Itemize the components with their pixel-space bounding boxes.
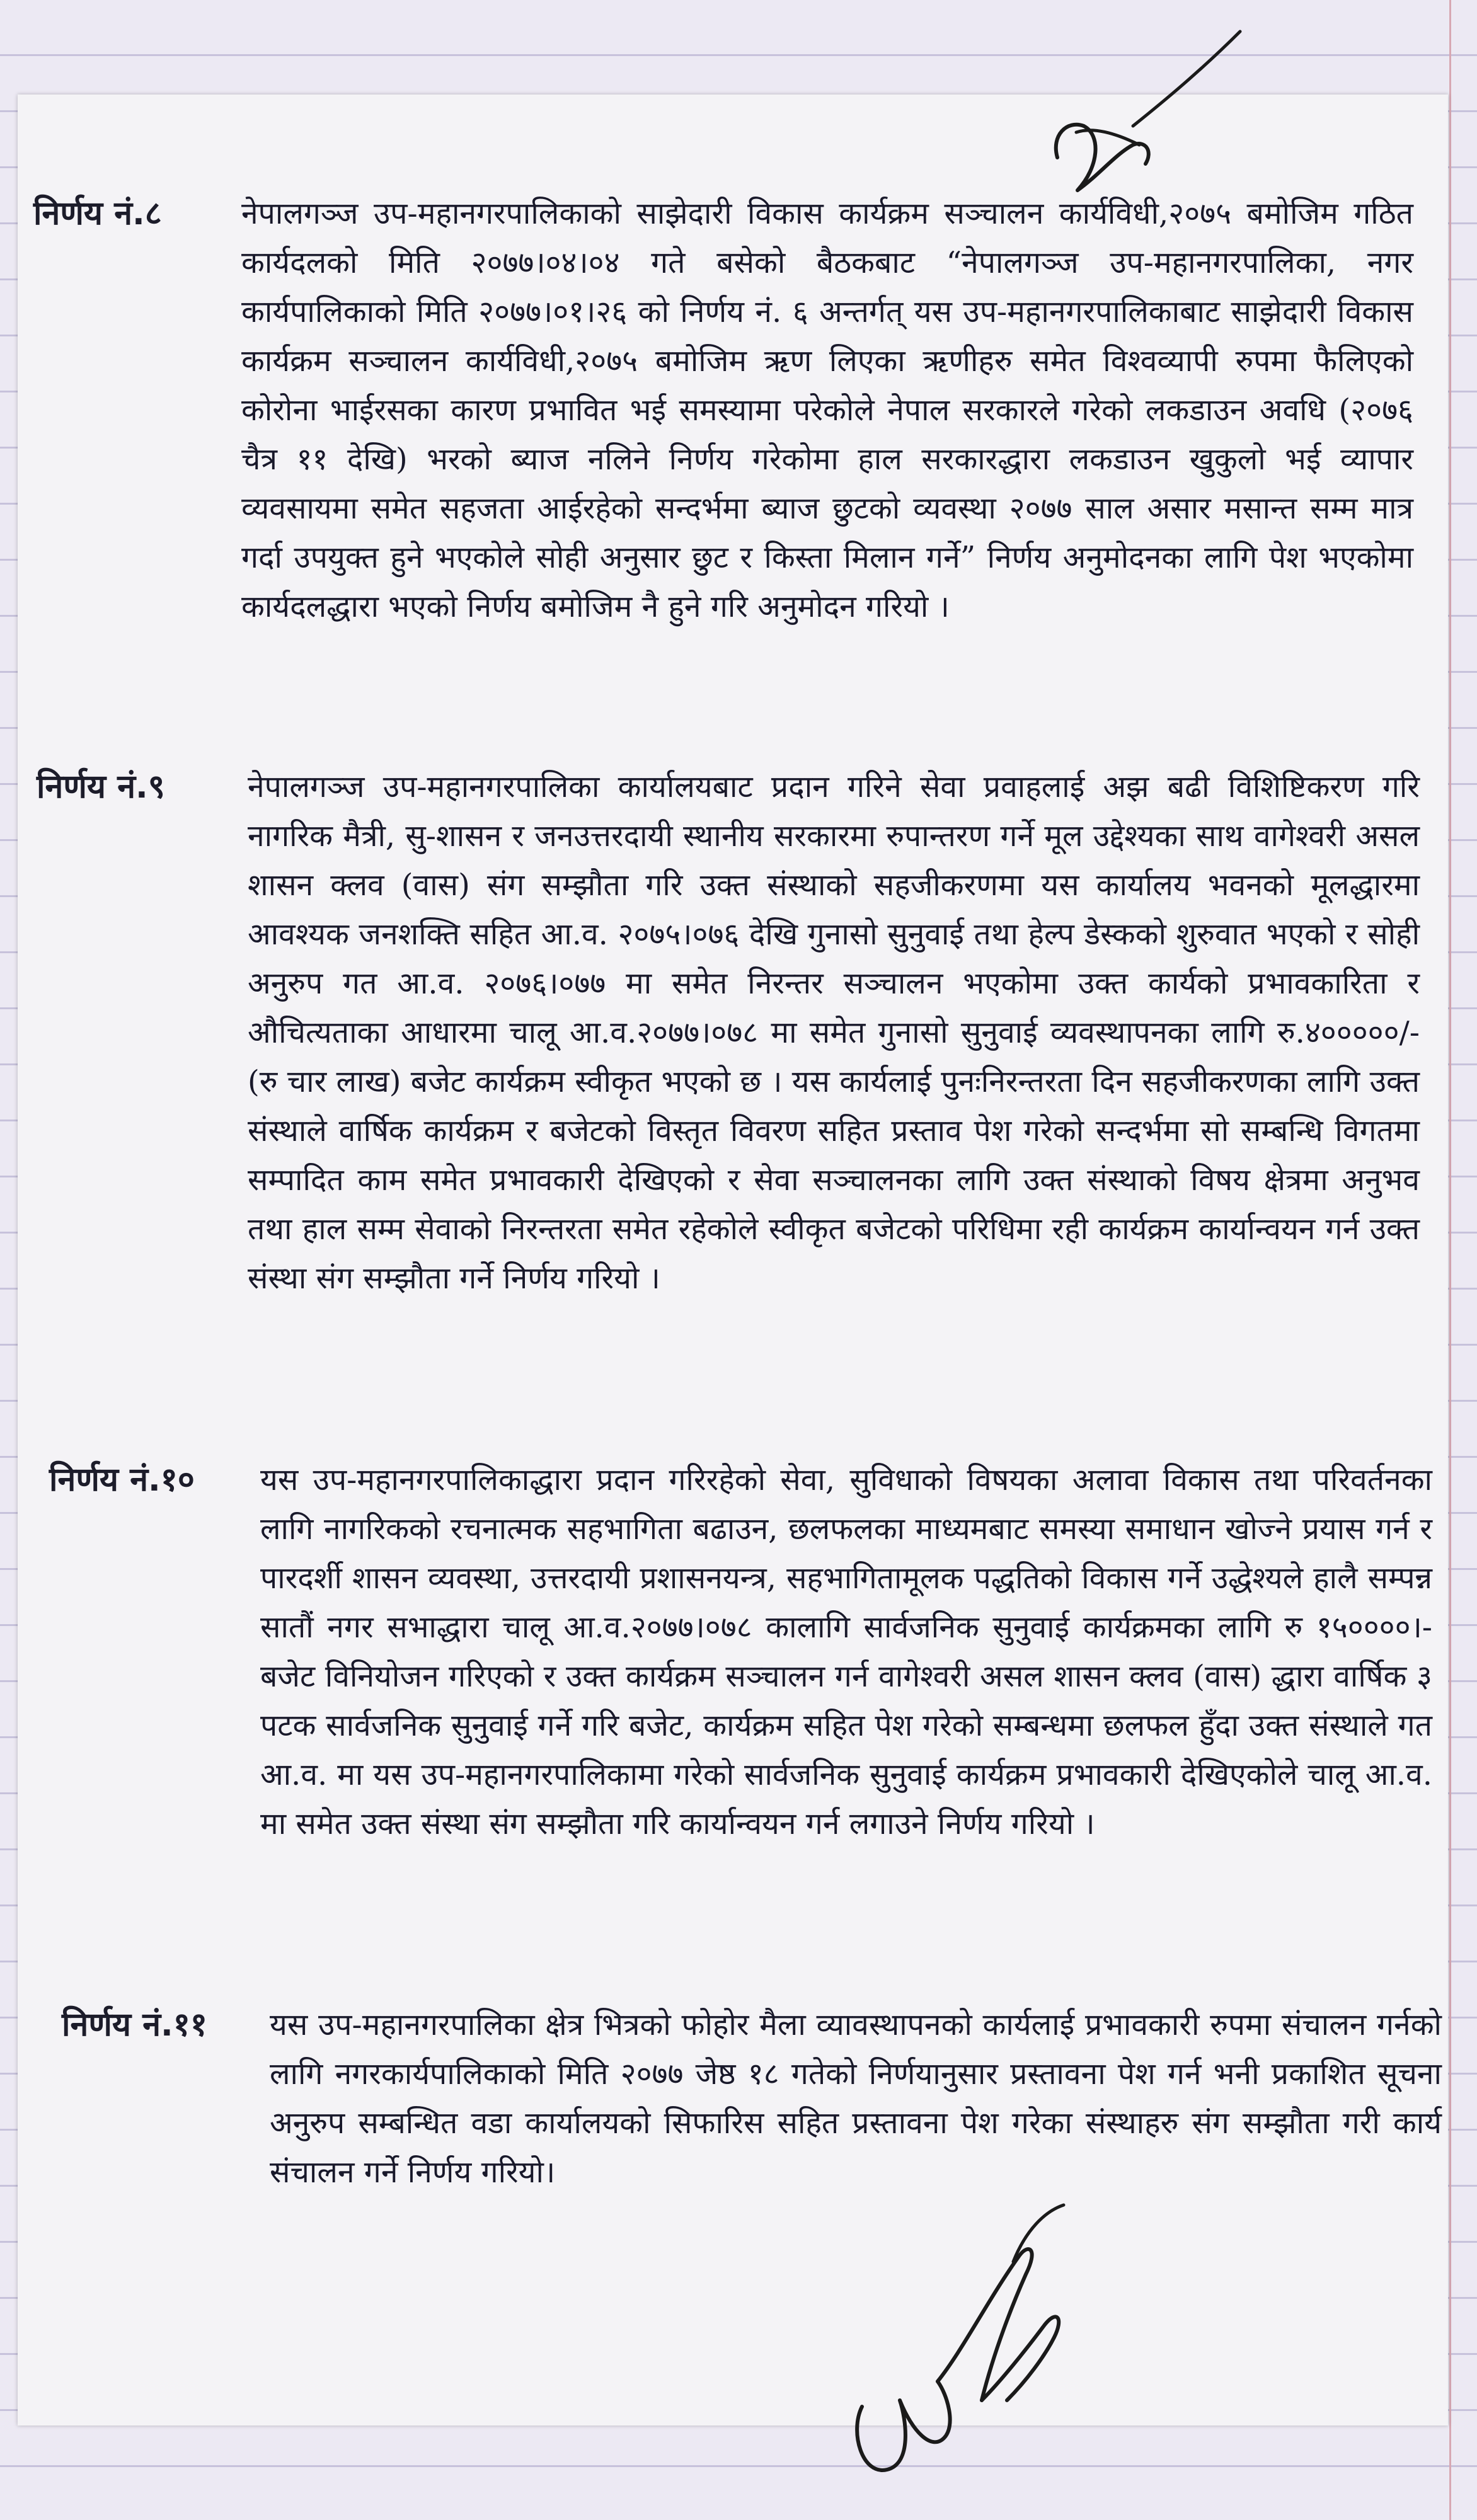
decision-text: यस उप-महानगरपालिका क्षेत्र भित्रको फोहोर मैला व्यावस्थापनको कार्यलाई प्रभावकारी रुपमा संचालन गर्नको लागि नगरकार्यपालिकाको मिति २०७७ जेष्ठ १८ गतेको निर्णयानुसार प्रस्तावना पेश गर्न भनी प्रकाशित सूचना अनुरुप सम्बन्धित वडा कार्यालयको सिफारिस सहित प्रस्तावना पेश गरेका संस्थाहरु संग सम्झौता गरी कार्य संचालन गर्ने निर्णय गरियो। — [270, 2007, 1442, 2190]
decision-text: नेपालगञ्ज उप-महानगरपालिका कार्यालयबाट प्रदान गरिने सेवा प्रवाहलाई अझ बढी विशिष्टिकरण गरि नागरिक मैत्री, सु-शासन र जनउत्तरदायी स्थानीय सरकारमा रुपान्तरण गर्ने मूल उद्देश्यका साथ वागेश्वरी असल शासन क्लव (वास) संग सम्झौता गरि उक्त संस्थाको सहजीकरणमा यस कार्यालय भवनको मूलद्धारमा आवश्यक जनशक्ति सहित आ.व. २०७५।०७६ देखि गुनासो सुनुवाई तथा हेल्प डेस्कको शुरुवात भएको र सोही अनुरुप गत आ.व. २०७६।०७७ मा समेत निरन्तर सञ्चालन भएकोमा उक्त कार्यको प्रभावकारिता र औचित्यताका आधारमा चालू आ.व.२०७७।०७८ मा समेत गुनासो सुनुवाई व्यवस्थापनका लागि रु.४०००००/- (रु चार लाख) बजेट कार्यक्रम स्वीकृत भएको छ । यस कार्यलाई पुनःनिरन्तरता दिन सहजीकरणका लागि उक्त संस्थाले वार्षिक कार्यक्रम र बजेटको विस्तृत विवरण सहित प्रस्ताव पेश गरेको सन्दर्भमा सो सम्बन्धि विगतमा सम्पादित काम समेत प्रभावकारी देखिएको र सेवा सञ्चालनका लागि उक्त संस्थाको विषय क्षेत्रमा अनुभव तथा हाल सम्म सेवाको निरन्तरता समेत रहेकोले स्वीकृत बजेटको परिधिमा रही कार्यक्रम कार्यान्वयन गर्न उक्त संस्था संग सम्झौता गर्ने निर्णय गरियो । — [248, 769, 1420, 1296]
handwritten-page-number — [1038, 25, 1253, 214]
decision-label: निर्णय नं.१० — [49, 1461, 195, 1499]
decision-text: यस उप-महानगरपालिकाद्धारा प्रदान गरिरहेको सेवा, सुविधाको विषयका अलावा विकास तथा परिवर्तनका लागि नागरिकको रचनात्मक सहभागिता बढाउन, छलफलका माध्यमबाट समस्या समाधान खोज्ने प्रयास गर्न र पारदर्शी शासन व्यवस्था, उत्तरदायी प्रशासनयन्त्र, सहभागितामूलक पद्धतिको विकास गर्ने उद्धेश्यले हालै सम्पन्न सातौं नगर सभाद्धारा चालू आ.व.२०७७।०७८ कालागि सार्वजनिक सुनुवाई कार्यक्रमका लागि रु १५००००।- बजेट विनियोजन गरिएको र उक्त कार्यक्रम सञ्चालन गर्न वागेश्वरी असल शासन क्लव (वास) द्धारा वार्षिक ३ पटक सार्वजनिक सुनुवाई गर्ने गरि बजेट, कार्यक्रम सहित पेश गरेको सम्बन्धमा छलफल हुँदा उक्त संस्थाले गत आ.व. मा यस उप-महानगरपालिकामा गरेको सार्वजनिक सुनुवाई कार्यक्रम प्रभावकारी देखिएकोले चालू आ.व. मा समेत उक्त संस्था संग सम्झौता गरि कार्यान्वयन गर्न लगाउने निर्णय गरियो । — [260, 1462, 1432, 1841]
decision-label: निर्णय नं.८ — [33, 195, 162, 232]
decision-sheet — [18, 94, 1448, 2426]
register-margin-line — [1449, 0, 1451, 2520]
handwritten-signature — [837, 2192, 1101, 2495]
decision-text: नेपालगञ्ज उप-महानगरपालिकाको साझेदारी विकास कार्यक्रम सञ्चालन कार्यविधी,२०७५ बमोजिम गठित कार्यदलको मिति २०७७।०४।०४ गते बसेको बैठकबाट “नेपालगञ्ज उप-महानगरपालिका, नगर कार्यपालिकाको मिति २०७७।०१।२६ को निर्णय नं. ६ अन्तर्गत् यस उप-महानगरपालिकाबाट साझेदारी विकास कार्यक्रम सञ्चालन कार्यविधी,२०७५ बमोजिम ऋण लिएका ऋणीहरु समेत विश्वव्यापी रुपमा फैलिएको कोरोना भाईरसका कारण प्रभावित भई समस्यामा परेकोले नेपाल सरकारले गरेको लकडाउन अवधि (२०७६ चैत्र ११ देखि) भरको ब्याज नलिने निर्णय गरेकोमा हाल सरकारद्धारा लकडाउन खुकुलो भई व्यापार व्यवसायमा समेत सहजता आईरहेको सन्दर्भमा ब्याज छुटको व्यवस्था २०७७ साल असार मसान्त सम्म मात्र गर्दा उपयुक्त हुने भएकोले सोही अनुसार छुट र किस्ता मिलान गर्ने” निर्णय अनुमोदनका लागि पेश भएकोमा कार्यदलद्धारा भएको निर्णय बमोजिम नै हुने गरि अनुमोदन गरियो । — [241, 196, 1413, 624]
decision-label: निर्णय नं.९ — [37, 768, 165, 806]
decision-label: निर्णय नं.११ — [62, 2006, 207, 2044]
